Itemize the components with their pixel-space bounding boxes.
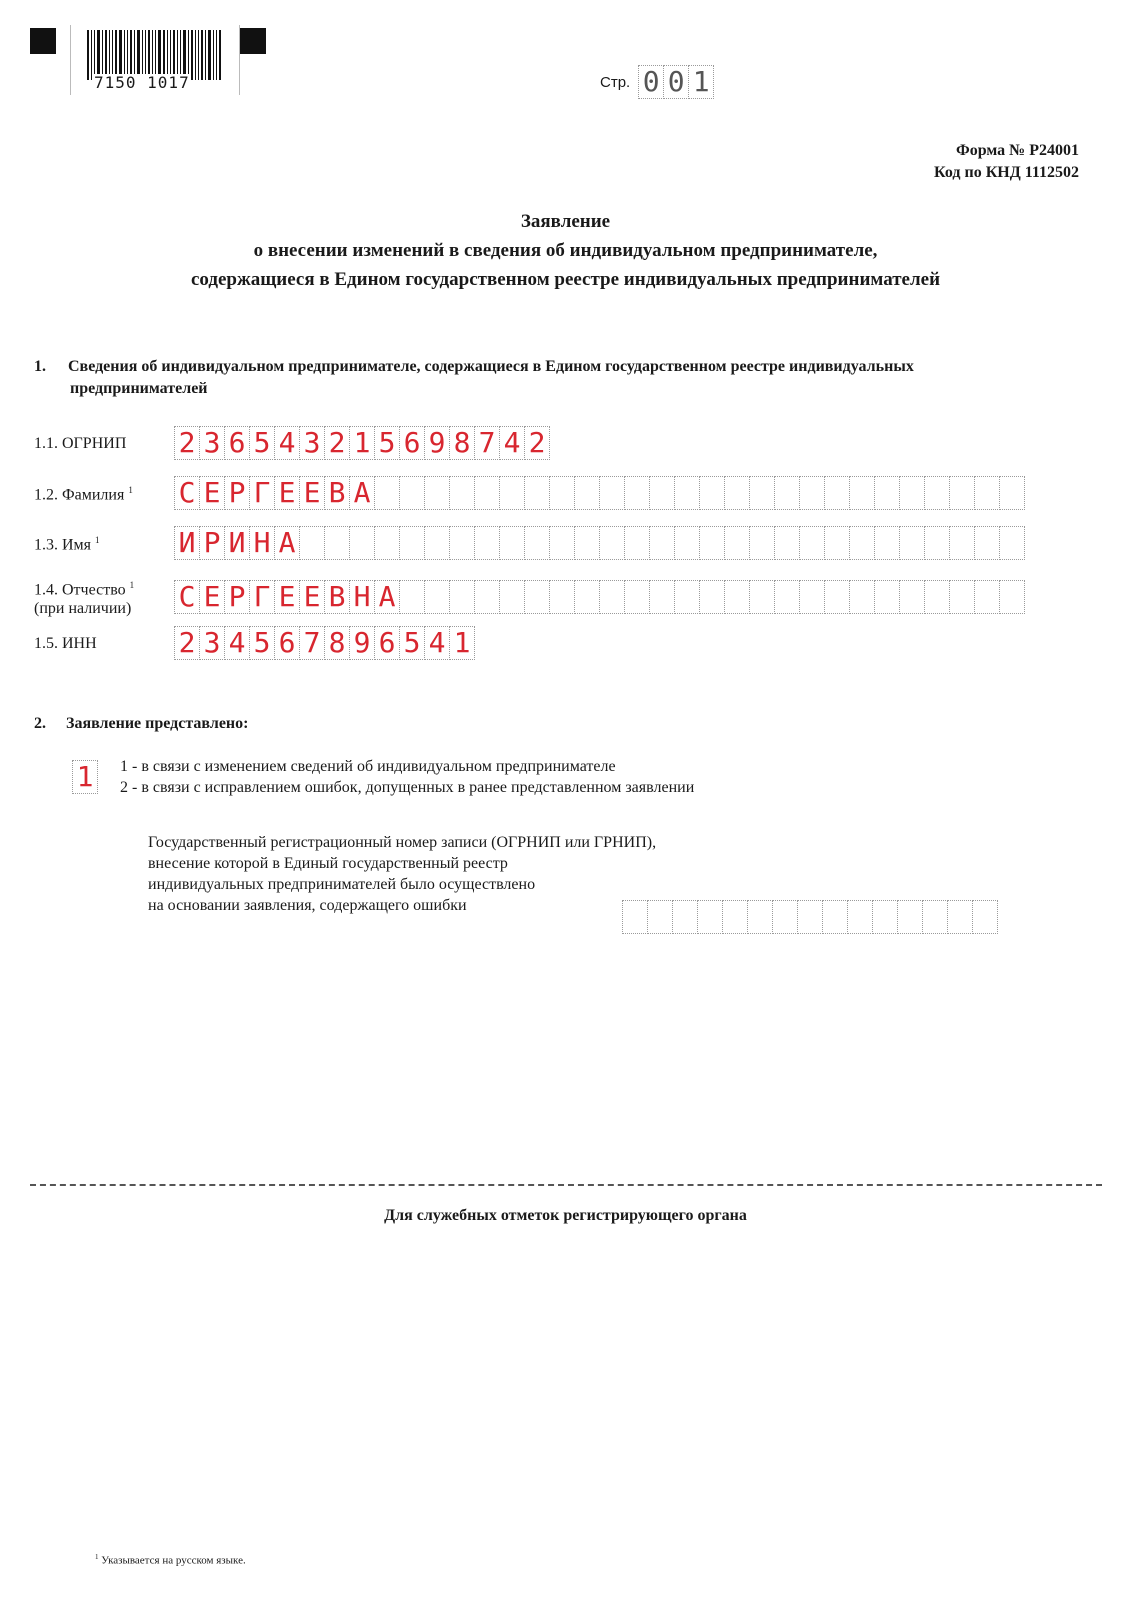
char-cell[interactable] bbox=[749, 476, 775, 510]
char-cell[interactable] bbox=[849, 526, 875, 560]
barcode-bar bbox=[195, 30, 196, 80]
char-cell[interactable] bbox=[824, 526, 850, 560]
char-cell[interactable]: Е bbox=[274, 476, 300, 510]
char-cell[interactable] bbox=[449, 526, 475, 560]
char-cell[interactable] bbox=[649, 476, 675, 510]
char-cell[interactable]: В bbox=[324, 476, 350, 510]
char-cell[interactable]: 5 bbox=[399, 626, 425, 660]
char-cell[interactable] bbox=[499, 476, 525, 510]
char-cell[interactable] bbox=[724, 476, 750, 510]
char-cell[interactable] bbox=[774, 580, 800, 614]
field-label: 1.2. Фамилия $^1$ bbox=[34, 485, 133, 504]
footnote: $^1$ Указывается на русском языке. bbox=[95, 1553, 246, 1567]
patronymic-cells[interactable] bbox=[174, 580, 1024, 614]
char-cell[interactable] bbox=[972, 900, 998, 934]
char-cell[interactable] bbox=[774, 526, 800, 560]
field-label: 1.1. ОГРНИП bbox=[34, 434, 127, 452]
char-cell[interactable] bbox=[449, 476, 475, 510]
title-line: содержащиеся в Едином государственном реестре индивидуальных предпринимателей bbox=[190, 269, 941, 290]
official-marks-title: Для служебных отметок регистрирующего органа bbox=[384, 1207, 747, 1224]
ogrnip-cells[interactable] bbox=[174, 426, 549, 460]
char-cell[interactable] bbox=[599, 580, 625, 614]
char-cell[interactable] bbox=[874, 580, 900, 614]
char-cell[interactable]: Р bbox=[224, 580, 250, 614]
barcode-bar bbox=[205, 30, 206, 80]
char-cell[interactable] bbox=[649, 580, 675, 614]
char-cell[interactable] bbox=[722, 900, 748, 934]
page-label: Стр. bbox=[600, 73, 631, 91]
char-cell[interactable]: 2 bbox=[174, 426, 200, 460]
char-cell[interactable] bbox=[574, 526, 600, 560]
char-cell[interactable] bbox=[574, 476, 600, 510]
char-cell[interactable]: Н bbox=[349, 580, 375, 614]
barcode-number: 7150 1017 bbox=[94, 73, 190, 92]
form-knd: Код по КНД 1112502 bbox=[934, 164, 1079, 181]
char-cell[interactable] bbox=[474, 580, 500, 614]
char-cell[interactable] bbox=[899, 526, 925, 560]
char-cell[interactable] bbox=[849, 476, 875, 510]
char-cell[interactable] bbox=[647, 900, 673, 934]
char-cell[interactable] bbox=[949, 526, 975, 560]
char-cell[interactable]: И bbox=[174, 526, 200, 560]
char-cell[interactable] bbox=[949, 476, 975, 510]
char-cell[interactable] bbox=[399, 580, 425, 614]
title-line: о внесении изменений в сведения об индивидуальном предпринимателе, bbox=[253, 240, 878, 261]
char-cell[interactable]: 8 bbox=[449, 426, 475, 460]
char-cell[interactable]: А bbox=[374, 580, 400, 614]
char-cell[interactable] bbox=[674, 476, 700, 510]
barcode-bar bbox=[91, 30, 92, 80]
char-cell[interactable] bbox=[749, 526, 775, 560]
char-cell[interactable] bbox=[949, 580, 975, 614]
page-digit: 1 bbox=[688, 65, 714, 99]
field-inn bbox=[34, 626, 474, 660]
barcode-bar bbox=[213, 30, 214, 80]
field-name bbox=[34, 526, 1024, 560]
char-cell[interactable] bbox=[574, 580, 600, 614]
char-cell[interactable] bbox=[874, 526, 900, 560]
char-cell[interactable] bbox=[349, 526, 375, 560]
char-cell[interactable] bbox=[899, 476, 925, 510]
char-cell[interactable]: 9 bbox=[349, 626, 375, 660]
char-cell[interactable] bbox=[849, 580, 875, 614]
char-cell[interactable] bbox=[974, 476, 1000, 510]
char-cell[interactable] bbox=[674, 526, 700, 560]
char-cell[interactable] bbox=[374, 476, 400, 510]
char-cell[interactable]: Е bbox=[199, 580, 225, 614]
char-cell[interactable] bbox=[947, 900, 973, 934]
char-cell[interactable] bbox=[799, 526, 825, 560]
char-cell[interactable]: 3 bbox=[199, 626, 225, 660]
char-cell[interactable] bbox=[724, 580, 750, 614]
field-surname bbox=[34, 476, 1024, 510]
barcode-bar bbox=[191, 30, 193, 80]
char-cell[interactable]: 6 bbox=[374, 626, 400, 660]
char-cell[interactable]: Р bbox=[224, 476, 250, 510]
form-identifier bbox=[934, 140, 1079, 184]
char-cell[interactable]: 3 bbox=[299, 426, 325, 460]
char-cell[interactable] bbox=[524, 476, 550, 510]
char-cell[interactable]: 4 bbox=[274, 426, 300, 460]
section-heading-line: предпринимателей bbox=[70, 380, 208, 397]
document-title bbox=[0, 207, 1131, 294]
representation-reason[interactable] bbox=[72, 760, 97, 794]
char-cell[interactable] bbox=[999, 476, 1025, 510]
section-1-heading bbox=[34, 356, 1084, 400]
char-cell[interactable]: 5 bbox=[249, 626, 275, 660]
char-cell[interactable]: С bbox=[174, 580, 200, 614]
name-cells[interactable] bbox=[174, 526, 1024, 560]
char-cell[interactable] bbox=[822, 900, 848, 934]
char-cell[interactable] bbox=[599, 526, 625, 560]
section-heading-line: Сведения об индивидуальном предпринимателе, содержащиеся в Едином государственном реестре индивидуальных bbox=[68, 358, 914, 375]
char-cell[interactable] bbox=[622, 900, 648, 934]
char-cell[interactable] bbox=[624, 476, 650, 510]
registration-marker-left bbox=[30, 28, 56, 54]
char-cell[interactable] bbox=[799, 476, 825, 510]
char-cell[interactable]: 2 bbox=[174, 626, 200, 660]
form-number: Форма № Р24001 bbox=[955, 142, 1079, 159]
char-cell[interactable] bbox=[449, 580, 475, 614]
char-cell[interactable] bbox=[624, 526, 650, 560]
cut-line bbox=[30, 1184, 1102, 1186]
char-cell[interactable]: 9 bbox=[424, 426, 450, 460]
char-cell[interactable]: 2 bbox=[324, 426, 350, 460]
char-cell[interactable] bbox=[499, 580, 525, 614]
char-cell[interactable] bbox=[474, 476, 500, 510]
char-cell[interactable] bbox=[924, 580, 950, 614]
char-cell[interactable] bbox=[824, 476, 850, 510]
char-cell[interactable] bbox=[399, 476, 425, 510]
char-cell[interactable] bbox=[699, 580, 725, 614]
char-cell[interactable]: Е bbox=[299, 580, 325, 614]
char-cell[interactable]: Е bbox=[299, 476, 325, 510]
char-cell[interactable]: 5 bbox=[374, 426, 400, 460]
char-cell[interactable] bbox=[299, 526, 325, 560]
field-label: 1.5. ИНН bbox=[34, 634, 97, 652]
char-cell[interactable]: В bbox=[324, 580, 350, 614]
surname-cells[interactable] bbox=[174, 476, 1024, 510]
char-cell[interactable] bbox=[872, 900, 898, 934]
page-digit: 0 bbox=[663, 65, 689, 99]
field-label: 1.4. Отчество $^1$ (при наличии) bbox=[34, 580, 135, 618]
char-cell[interactable] bbox=[649, 526, 675, 560]
page-number bbox=[600, 65, 713, 99]
char-cell[interactable] bbox=[999, 526, 1025, 560]
char-cell[interactable] bbox=[999, 580, 1025, 614]
char-cell[interactable]: 5 bbox=[249, 426, 275, 460]
char-cell[interactable] bbox=[697, 900, 723, 934]
reason-option: 1 - в связи с изменением сведений об индивидуальном предпринимателе bbox=[120, 758, 616, 775]
char-cell[interactable] bbox=[424, 526, 450, 560]
char-cell[interactable] bbox=[749, 580, 775, 614]
char-cell[interactable] bbox=[974, 580, 1000, 614]
field-patronymic bbox=[34, 576, 1024, 618]
section-2-heading bbox=[34, 713, 248, 735]
char-cell[interactable]: С bbox=[174, 476, 200, 510]
char-cell[interactable] bbox=[974, 526, 1000, 560]
field-label: 1.3. Имя $^1$ bbox=[34, 535, 100, 554]
reason-cell[interactable]: 1 bbox=[72, 760, 98, 794]
char-cell[interactable]: 6 bbox=[224, 426, 250, 460]
char-cell[interactable] bbox=[774, 476, 800, 510]
char-cell[interactable]: 6 bbox=[274, 626, 300, 660]
char-cell[interactable]: А bbox=[349, 476, 375, 510]
registration-marker-right bbox=[240, 28, 266, 54]
char-cell[interactable] bbox=[924, 476, 950, 510]
page-digit: 0 bbox=[638, 65, 664, 99]
char-cell[interactable]: 6 bbox=[399, 426, 425, 460]
char-cell[interactable] bbox=[549, 580, 575, 614]
char-cell[interactable]: 2 bbox=[524, 426, 550, 460]
char-cell[interactable]: Г bbox=[249, 476, 275, 510]
char-cell[interactable] bbox=[724, 526, 750, 560]
char-cell[interactable] bbox=[599, 476, 625, 510]
char-cell[interactable] bbox=[424, 476, 450, 510]
char-cell[interactable]: 7 bbox=[299, 626, 325, 660]
char-cell[interactable] bbox=[922, 900, 948, 934]
barcode-bar bbox=[216, 30, 217, 80]
char-cell[interactable] bbox=[674, 580, 700, 614]
title-line: Заявление bbox=[520, 211, 611, 232]
barcode-bar bbox=[87, 30, 89, 80]
char-cell[interactable] bbox=[549, 526, 575, 560]
char-cell[interactable] bbox=[374, 526, 400, 560]
char-cell[interactable] bbox=[924, 526, 950, 560]
grnip-cells[interactable] bbox=[622, 900, 997, 934]
barcode bbox=[70, 25, 240, 95]
char-cell[interactable]: А bbox=[274, 526, 300, 560]
char-cell[interactable] bbox=[524, 526, 550, 560]
char-cell[interactable] bbox=[549, 476, 575, 510]
reason-options bbox=[120, 756, 694, 798]
char-cell[interactable] bbox=[624, 580, 650, 614]
char-cell[interactable] bbox=[747, 900, 773, 934]
char-cell[interactable] bbox=[847, 900, 873, 934]
inn-cells[interactable] bbox=[174, 626, 474, 660]
char-cell[interactable] bbox=[324, 526, 350, 560]
char-cell[interactable] bbox=[399, 526, 425, 560]
char-cell[interactable]: 7 bbox=[474, 426, 500, 460]
char-cell[interactable]: Е bbox=[199, 476, 225, 510]
char-cell[interactable]: 3 bbox=[199, 426, 225, 460]
char-cell[interactable] bbox=[499, 526, 525, 560]
char-cell[interactable] bbox=[672, 900, 698, 934]
char-cell[interactable] bbox=[474, 526, 500, 560]
char-cell[interactable] bbox=[874, 476, 900, 510]
char-cell[interactable]: Е bbox=[274, 580, 300, 614]
char-cell[interactable]: 8 bbox=[324, 626, 350, 660]
char-cell[interactable] bbox=[824, 580, 850, 614]
char-cell[interactable] bbox=[899, 580, 925, 614]
section-heading: Заявление представлено: bbox=[66, 715, 249, 732]
char-cell[interactable] bbox=[897, 900, 923, 934]
char-cell[interactable] bbox=[699, 526, 725, 560]
char-cell[interactable] bbox=[524, 580, 550, 614]
barcode-bar bbox=[201, 30, 203, 80]
char-cell[interactable]: 4 bbox=[224, 626, 250, 660]
char-cell[interactable]: 4 bbox=[424, 626, 450, 660]
barcode-bar bbox=[219, 30, 221, 80]
char-cell[interactable]: Н bbox=[249, 526, 275, 560]
barcode-bar bbox=[208, 30, 211, 80]
char-cell[interactable]: 4 bbox=[499, 426, 525, 460]
section-number: 2. bbox=[34, 715, 46, 732]
char-cell[interactable] bbox=[699, 476, 725, 510]
char-cell[interactable] bbox=[772, 900, 798, 934]
char-cell[interactable] bbox=[424, 580, 450, 614]
char-cell[interactable] bbox=[799, 580, 825, 614]
grnip-description: Государственный регистрационный номер записи (ОГРНИП или ГРНИП), внесение которой в Единый государственный реестр индивидуальных предпринимателей было осуществлено на основании заявления, содержащего ошибки bbox=[148, 834, 657, 914]
char-cell[interactable]: 1 bbox=[449, 626, 475, 660]
section-number: 1. bbox=[34, 358, 46, 375]
field-ogrnip bbox=[34, 426, 549, 460]
char-cell[interactable] bbox=[797, 900, 823, 934]
char-cell[interactable]: Р bbox=[199, 526, 225, 560]
char-cell[interactable]: 1 bbox=[349, 426, 375, 460]
barcode-bar bbox=[198, 30, 199, 80]
reason-option: 2 - в связи с исправлением ошибок, допущенных в ранее представленном заявлении bbox=[120, 779, 695, 796]
char-cell[interactable]: Г bbox=[249, 580, 275, 614]
char-cell[interactable]: И bbox=[224, 526, 250, 560]
